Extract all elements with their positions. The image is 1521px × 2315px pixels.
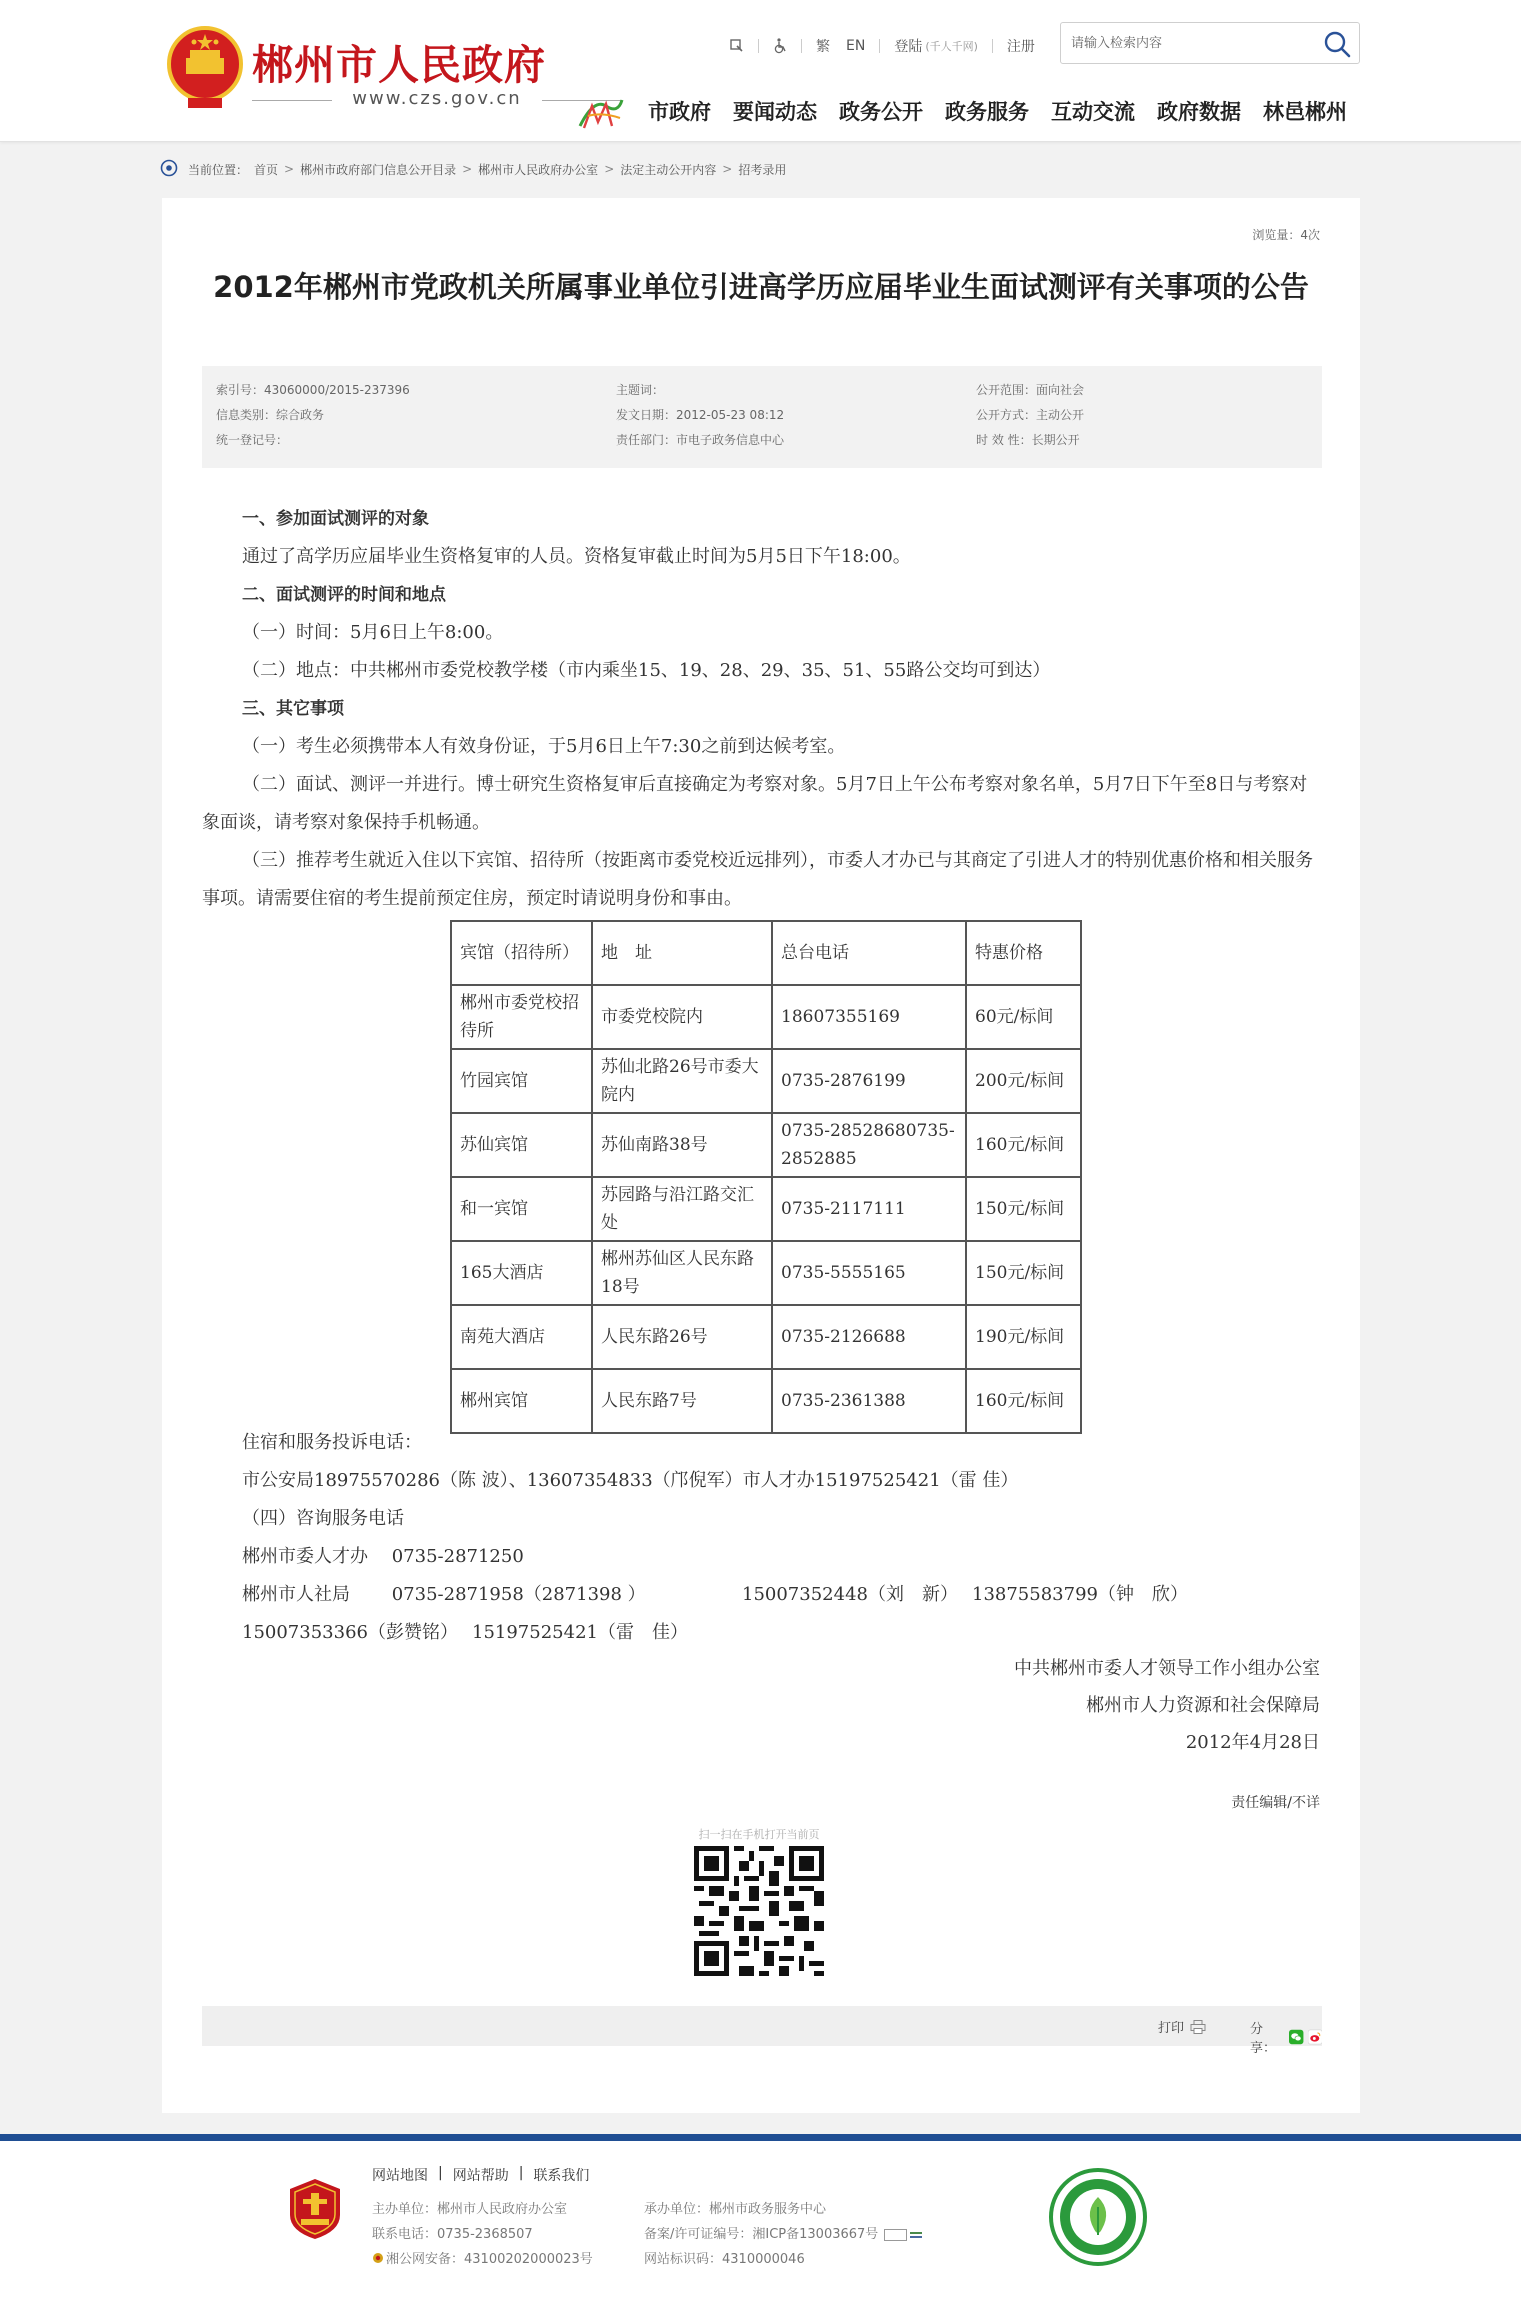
- hr-phone: 13875583799（钟 欣）: [972, 1584, 1188, 1605]
- footer-separator: |: [518, 2165, 524, 2181]
- civilization-badge-icon[interactable]: [1048, 2167, 1148, 2267]
- article-title: 2012年郴州市党政机关所属事业单位引进高学历应届毕业生面试测评有关事项的公告: [213, 270, 1309, 304]
- table-cell: 苏仙北路26号市委大院内: [592, 1049, 772, 1113]
- table-cell: 200元/标间: [966, 1049, 1081, 1113]
- complaint-label: 住宿和服务投诉电话：: [242, 1432, 422, 1453]
- table-cell: 0735-2361388: [772, 1369, 966, 1433]
- nav-item-gov-affairs[interactable]: 政务公开: [839, 100, 923, 124]
- register-link[interactable]: 注册: [1006, 39, 1035, 55]
- extra-phone: 15007353366（彭赞铭）: [242, 1622, 458, 1643]
- chevron-right-icon: >: [604, 162, 615, 176]
- search-icon[interactable]: [1321, 28, 1353, 60]
- table-cell: 0735-2117111: [772, 1177, 966, 1241]
- table-row: [451, 1049, 1081, 1113]
- chevron-right-icon: >: [284, 162, 295, 176]
- location-pin-icon: [160, 159, 178, 179]
- nav-item-interaction[interactable]: 互动交流: [1051, 100, 1135, 124]
- table-cell: 竹园宾馆: [451, 1049, 592, 1113]
- site-header: [0, 0, 1521, 142]
- nav-item-city-gov[interactable]: 市政府: [648, 100, 711, 124]
- breadcrumb-catalog[interactable]: 郴州市政府部门信息公开目录: [300, 162, 457, 177]
- table-cell: 0735-28528680735-2852885: [772, 1113, 966, 1177]
- section-heading: 三、其它事项: [242, 699, 344, 719]
- table-cell: 和一宾馆: [451, 1177, 592, 1241]
- meta-scope: 公开范围：面向社会: [976, 383, 1085, 397]
- printer-icon: [1190, 2020, 1206, 2034]
- footer-link-help[interactable]: 网站帮助: [452, 2168, 509, 2184]
- table-cell: 0735-5555165: [772, 1241, 966, 1305]
- table-header: 宾馆（招待所）: [451, 921, 592, 985]
- paragraph: 通过了高学历应届毕业生资格复审的人员。资格复审截止时间为5月5日下午18:00。: [242, 546, 911, 567]
- table-cell: 0735-2876199: [772, 1049, 966, 1113]
- paragraph: （二）地点：中共郴州市委党校教学楼（市内乘坐15、19、28、29、35、51、55路公交均可到达）: [242, 660, 1051, 681]
- wechat-icon[interactable]: [1289, 2029, 1303, 2045]
- breadcrumb-public-content[interactable]: 法定主动公开内容: [620, 162, 717, 177]
- table-cell: 60元/标间: [966, 985, 1081, 1049]
- complaint-numbers: 市公安局18975570286（陈 波）、13607354833（邝倪军）市人才办15197525421（雷 佳）: [242, 1470, 1019, 1491]
- hr-bureau: 郴州市人社局 0735-2871958（2871398 ）: [242, 1584, 646, 1605]
- footer-link-contact[interactable]: 联系我们: [533, 2168, 590, 2184]
- extra-phone: 15197525421（雷 佳）: [472, 1622, 688, 1643]
- section-heading: 一、参加面试测评的对象: [242, 509, 429, 529]
- breadcrumb-office[interactable]: 郴州市人民政府办公室: [478, 162, 599, 177]
- footer-links: [372, 2165, 599, 2185]
- share-group: [1250, 2018, 1322, 2056]
- table-header: 总台电话: [772, 921, 966, 985]
- table-cell: 人民东路7号: [592, 1369, 772, 1433]
- table-header-row: [451, 921, 1081, 985]
- table-cell: 150元/标间: [966, 1241, 1081, 1305]
- nav-item-data[interactable]: 政府数据: [1157, 100, 1241, 124]
- english-link[interactable]: EN: [846, 38, 866, 54]
- table-header: 地 址: [592, 921, 772, 985]
- table-cell: 190元/标间: [966, 1305, 1081, 1369]
- table-row: [451, 1241, 1081, 1305]
- article-card: [162, 198, 1360, 2113]
- party-gov-badge-icon[interactable]: [288, 2177, 342, 2241]
- footer-icp[interactable]: 备案/许可证编号：湘ICP备13003667号: [644, 2227, 879, 2242]
- paragraph: （二）面试、测评一并进行。博士研究生资格复审后直接确定为考察对象。5月7日上午公布考察对象名单，5月7日下午至8日与考察对象面谈，请考察对象保持手机畅通。: [202, 774, 1308, 833]
- table-cell: 苏园路与沿江路交汇处: [592, 1177, 772, 1241]
- table-cell: 郴州苏仙区人民东路18号: [592, 1241, 772, 1305]
- table-cell: 郴州市委党校招待所: [451, 985, 592, 1049]
- table-cell: 市委党校院内: [592, 985, 772, 1049]
- chevron-right-icon: >: [462, 162, 473, 176]
- login-sub-label: (千人千网): [925, 40, 978, 53]
- share-label: 分享：: [1250, 2022, 1277, 2056]
- search-box: [1060, 22, 1360, 64]
- wheelchair-icon: [773, 38, 787, 54]
- table-cell: 160元/标间: [966, 1369, 1081, 1433]
- meta-method: 公开方式：主动公开: [976, 408, 1085, 422]
- table-cell: 0735-2126688: [772, 1305, 966, 1369]
- table-header: 特惠价格: [966, 921, 1081, 985]
- breadcrumb-label: 当前位置：: [188, 162, 249, 177]
- nav-decoration-icon: [576, 92, 626, 132]
- search-input[interactable]: [1071, 23, 1311, 63]
- footer-link-sitemap[interactable]: 网站地图: [372, 2168, 428, 2184]
- meta-index-no: 索引号：43060000/2015-237396: [216, 383, 410, 397]
- meta-category: 信息类别：综合政务: [216, 408, 325, 422]
- responsible-editor: 责任编辑/不详: [1231, 1795, 1320, 1811]
- login-label: 登陆: [894, 39, 923, 55]
- footer-police[interactable]: [372, 2247, 644, 2272]
- footer-site-code: 网站标识码：4310000046: [644, 2252, 805, 2267]
- meta-date: 发文日期：2012-05-23 08:12: [616, 408, 785, 422]
- police-badge-icon: [372, 2252, 384, 2264]
- table-row: [451, 1177, 1081, 1241]
- footer-police-text: 湘公网安备：43100202000023号: [386, 2252, 593, 2267]
- contact-info: [202, 1424, 1322, 1652]
- traditional-chinese-link[interactable]: 繁: [816, 39, 830, 55]
- qr-caption: 扫一扫在手机打开当前页: [698, 1828, 820, 1841]
- table-row: [451, 1305, 1081, 1369]
- footer-phone: 联系电话：0735-2368507: [372, 2227, 533, 2242]
- login-link[interactable]: [894, 36, 978, 56]
- table-cell: 苏仙宾馆: [451, 1113, 592, 1177]
- icp-badge-icon: [884, 2229, 924, 2241]
- table-cell: 人民东路26号: [592, 1305, 772, 1369]
- hr-bureau-phones: [202, 1576, 1322, 1614]
- footer-info: [372, 2197, 924, 2272]
- meta-validity: 时 效 性：长期公开: [976, 433, 1080, 447]
- table-cell: 郴州宾馆: [451, 1369, 592, 1433]
- nav-item-services[interactable]: 政务服务: [945, 100, 1029, 124]
- breadcrumb-recruitment[interactable]: 招考录用: [738, 162, 787, 177]
- signature: [1014, 1650, 1320, 1761]
- footer-organizer: 承办单位：郴州市政务服务中心: [644, 2202, 827, 2217]
- nav-item-news[interactable]: 要闻动态: [733, 100, 817, 124]
- table-cell: 18607355169: [772, 985, 966, 1049]
- signature-date: 2012年4月28日: [1185, 1732, 1320, 1753]
- chevron-right-icon: >: [722, 162, 733, 176]
- table-cell: 150元/标间: [966, 1177, 1081, 1241]
- site-url: www.czs.gov.cn: [252, 88, 622, 109]
- footer-separator: |: [438, 2165, 443, 2181]
- wheelchair-mode[interactable]: [773, 38, 787, 54]
- hr-phone: 15007352448（刘 新）: [742, 1584, 958, 1605]
- consult-label: （四）咨询服务电话: [242, 1508, 404, 1529]
- nav-item-linyi[interactable]: 林邑郴州: [1263, 100, 1347, 124]
- accessibility-toggle[interactable]: [730, 39, 744, 53]
- meta-dept: 责任部门：市电子政务信息中心: [616, 433, 785, 447]
- meta-topic: 主题词：: [616, 383, 665, 397]
- table-row: [451, 985, 1081, 1049]
- print-label: 打印: [1158, 2021, 1185, 2036]
- print-button[interactable]: [1158, 2017, 1206, 2036]
- section-heading: 二、面试测评的时间和地点: [242, 585, 446, 605]
- signature-line: 中共郴州市委人才领导工作小组办公室: [1014, 1658, 1320, 1679]
- table-cell: 165大酒店: [451, 1241, 592, 1305]
- article-meta: [202, 366, 1322, 468]
- breadcrumb-home[interactable]: 首页: [254, 162, 279, 177]
- paragraph: （一）考生必须携带本人有效身份证，于5月6日上午7:30之前到达候考室。: [242, 736, 846, 757]
- footer-sponsor: 主办单位：郴州市人民政府办公室: [372, 2202, 568, 2217]
- qr-code-icon: [694, 1846, 824, 1976]
- talent-office-phone: 郴州市委人才办 0735-2871250: [242, 1546, 524, 1567]
- hotel-table: [450, 920, 1082, 1434]
- footer-divider: [0, 2134, 1521, 2141]
- weibo-icon[interactable]: [1308, 2029, 1322, 2045]
- table-cell: 苏仙南路38号: [592, 1113, 772, 1177]
- top-links: [722, 36, 1043, 56]
- paragraph: （一）时间：5月6日上午8:00。: [242, 622, 504, 643]
- signature-line: 郴州市人力资源和社会保障局: [1086, 1695, 1320, 1716]
- view-count: 浏览量：4次: [1252, 228, 1320, 242]
- article-body: [202, 500, 1322, 918]
- breadcrumb: [160, 158, 786, 180]
- site-footer: [0, 2141, 1521, 2315]
- table-row: [451, 1113, 1081, 1177]
- meta-reg-no: 统一登记号：: [216, 433, 289, 447]
- main-nav: [648, 96, 1347, 126]
- site-title: 郴州市人民政府: [252, 41, 546, 89]
- share-bar: [202, 2006, 1322, 2056]
- paragraph: （三）推荐考生就近入住以下宾馆、招待所（按距离市委党校近远排列），市委人才办已与其商定了引进人才的特别优惠价格和相关服务事项。请需要住宿的考生提前预定住房，预定时请说明身份和事由。: [202, 850, 1313, 909]
- national-emblem-icon: [164, 24, 246, 112]
- accessibility-icon: [730, 39, 744, 53]
- table-cell: 南苑大酒店: [451, 1305, 592, 1369]
- extra-phones: [202, 1614, 1322, 1652]
- table-cell: 160元/标间: [966, 1113, 1081, 1177]
